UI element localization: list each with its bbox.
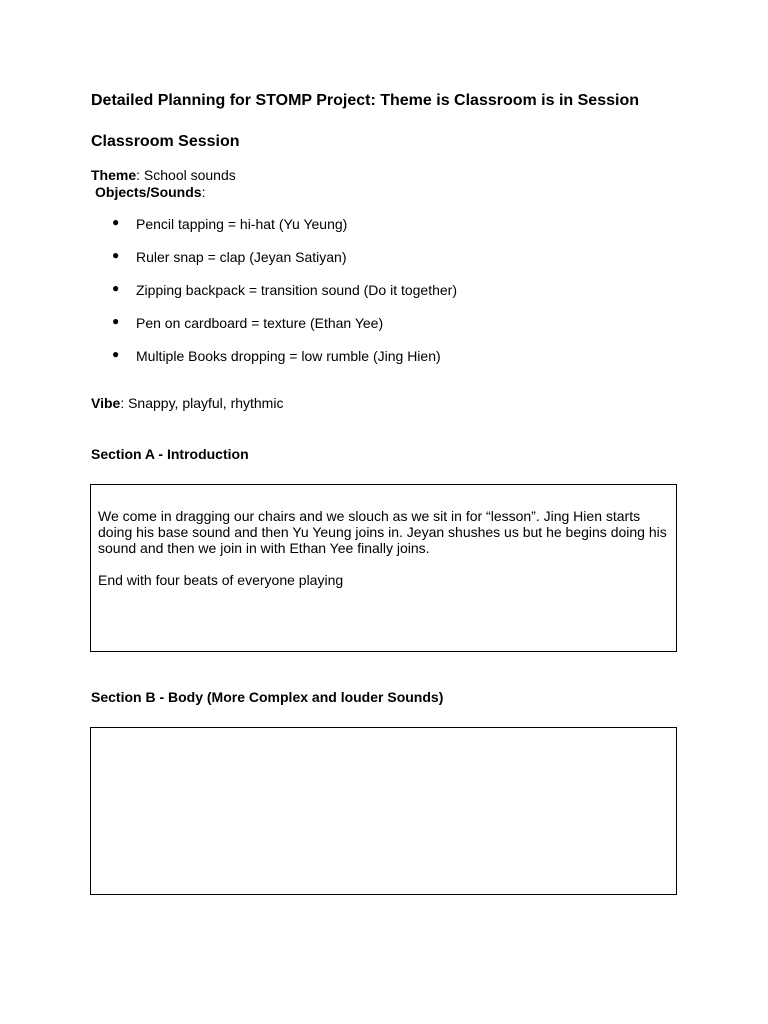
sound-item-text: Pencil tapping = hi-hat (Yu Yeung)	[136, 216, 348, 232]
objects-sounds-line	[95, 184, 205, 200]
theme-label: Theme	[91, 167, 137, 183]
sound-item-text: Zipping backpack = transition sound (Do it together)	[136, 282, 458, 298]
bullet-icon: ●	[112, 347, 120, 361]
bullet-icon: ●	[112, 314, 120, 328]
theme-value: : School sounds	[136, 167, 236, 183]
bullet-icon: ●	[112, 248, 120, 262]
section-a-heading: Section A - Introduction	[91, 446, 249, 462]
bullet-icon: ●	[112, 215, 120, 229]
section-a-text-box[interactable]	[90, 484, 677, 652]
theme-line	[91, 167, 236, 183]
sound-item-text: Multiple Books dropping = low rumble (Jing Hien)	[136, 348, 441, 364]
section-b-heading: Section B - Body (More Complex and louder Sounds)	[91, 689, 444, 705]
vibe-label: Vibe	[91, 395, 121, 411]
sound-item-text: Ruler snap = clap (Jeyan Satiyan)	[136, 249, 347, 265]
section-a-paragraph-2: End with four beats of everyone playing	[98, 572, 344, 588]
vibe-line	[91, 395, 283, 411]
vibe-value: : Snappy, playful, rhythmic	[120, 395, 284, 411]
section-b-text-box[interactable]	[90, 727, 677, 895]
sound-item-text: Pen on cardboard = texture (Ethan Yee)	[136, 315, 384, 331]
document-title: Detailed Planning for STOMP Project: Theme is Classroom is in Session	[91, 92, 639, 109]
section-a-paragraph-1: We come in dragging our chairs and we slouch as we sit in for “lesson”. Jing Hien starts doing his base sound and then Yu Yeung joins in. Jeyan shushes us but he begins doing his sound and then we join in with Ethan Yee finally joins.	[98, 508, 667, 556]
objects-sounds-colon: :	[201, 184, 206, 200]
objects-sounds-label: Objects/Sounds	[95, 184, 202, 200]
session-heading: Classroom Session	[91, 133, 240, 150]
bullet-icon: ●	[112, 281, 120, 295]
